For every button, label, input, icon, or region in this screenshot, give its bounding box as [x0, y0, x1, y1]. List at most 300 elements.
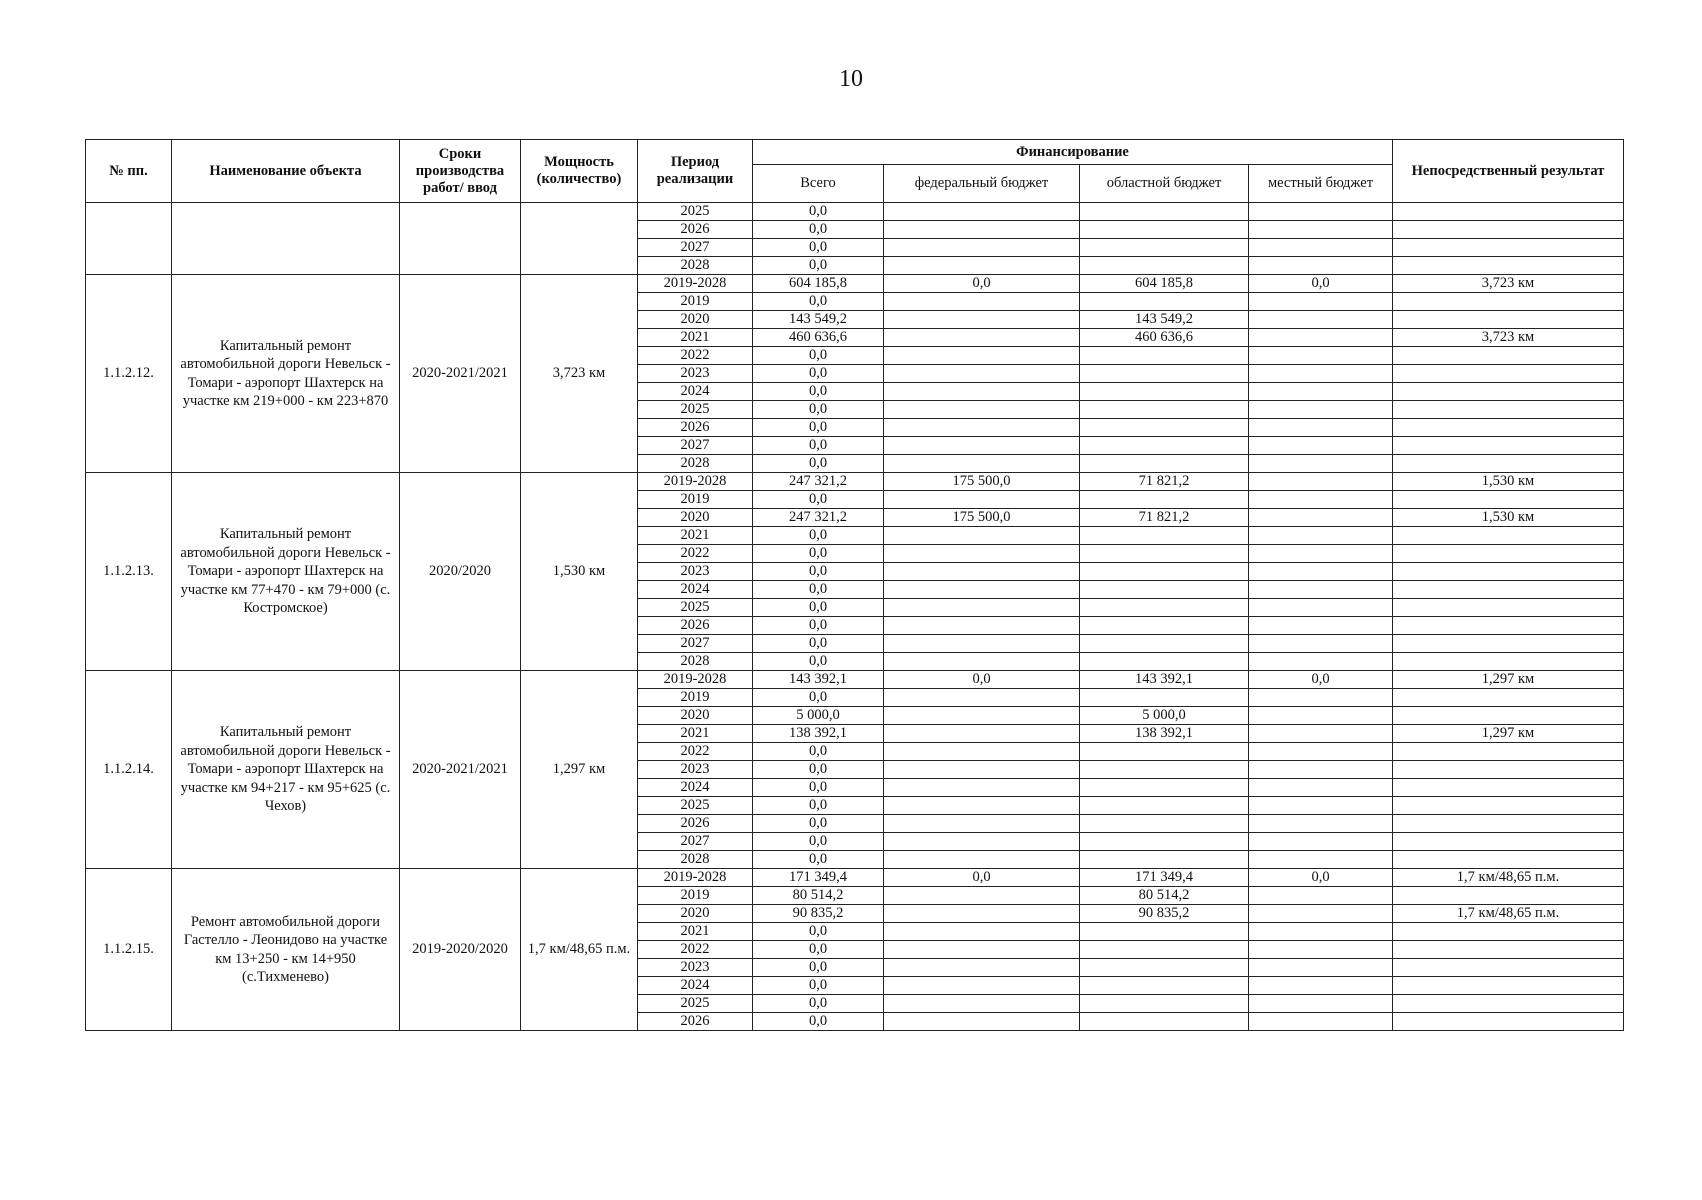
federal-budget-cell	[884, 779, 1080, 797]
period-cell: 2028	[638, 653, 753, 671]
regional-budget-cell	[1080, 599, 1249, 617]
federal-budget-cell	[884, 977, 1080, 995]
result-cell	[1393, 851, 1624, 869]
regional-budget-cell: 143 549,2	[1080, 311, 1249, 329]
result-cell: 3,723 км	[1393, 329, 1624, 347]
regional-budget-cell	[1080, 563, 1249, 581]
total-cell: 0,0	[753, 743, 884, 761]
result-cell: 1,530 км	[1393, 473, 1624, 491]
period-cell: 2019	[638, 491, 753, 509]
regional-budget-cell: 171 349,4	[1080, 869, 1249, 887]
local-budget-cell	[1249, 761, 1393, 779]
federal-budget-cell	[884, 365, 1080, 383]
regional-budget-cell: 80 514,2	[1080, 887, 1249, 905]
table-row	[86, 869, 1624, 887]
local-budget-cell	[1249, 797, 1393, 815]
federal-budget-cell	[884, 833, 1080, 851]
regional-budget-cell	[1080, 977, 1249, 995]
local-budget-cell	[1249, 491, 1393, 509]
federal-budget-cell	[884, 383, 1080, 401]
local-budget-cell	[1249, 365, 1393, 383]
total-cell: 0,0	[753, 599, 884, 617]
header-result: Непосредственный результат	[1393, 140, 1624, 203]
financing-table	[85, 139, 1624, 1031]
result-cell: 1,7 км/48,65 п.м.	[1393, 905, 1624, 923]
period-cell: 2027	[638, 437, 753, 455]
federal-budget-cell	[884, 959, 1080, 977]
local-budget-cell	[1249, 725, 1393, 743]
period-cell: 2019-2028	[638, 671, 753, 689]
federal-budget-cell	[884, 257, 1080, 275]
federal-budget-cell	[884, 941, 1080, 959]
regional-budget-cell	[1080, 761, 1249, 779]
period-cell: 2024	[638, 779, 753, 797]
regional-budget-cell	[1080, 347, 1249, 365]
result-cell	[1393, 527, 1624, 545]
local-budget-cell	[1249, 941, 1393, 959]
result-cell	[1393, 419, 1624, 437]
object-number: 1.1.2.15.	[86, 869, 172, 1031]
total-cell: 247 321,2	[753, 473, 884, 491]
regional-budget-cell	[1080, 365, 1249, 383]
total-cell: 0,0	[753, 779, 884, 797]
table-body	[86, 203, 1624, 1031]
period-cell: 2026	[638, 815, 753, 833]
total-cell: 604 185,8	[753, 275, 884, 293]
local-budget-cell	[1249, 779, 1393, 797]
result-cell	[1393, 401, 1624, 419]
local-budget-cell	[1249, 599, 1393, 617]
local-budget-cell	[1249, 995, 1393, 1013]
table-row	[86, 473, 1624, 491]
regional-budget-cell	[1080, 833, 1249, 851]
header-federal: федеральный бюджет	[884, 165, 1080, 203]
result-cell	[1393, 797, 1624, 815]
local-budget-cell	[1249, 959, 1393, 977]
regional-budget-cell	[1080, 1013, 1249, 1031]
federal-budget-cell	[884, 599, 1080, 617]
federal-budget-cell	[884, 923, 1080, 941]
total-cell: 0,0	[753, 455, 884, 473]
federal-budget-cell	[884, 563, 1080, 581]
header-local: местный бюджет	[1249, 165, 1393, 203]
period-cell: 2025	[638, 401, 753, 419]
federal-budget-cell	[884, 401, 1080, 419]
regional-budget-cell	[1080, 239, 1249, 257]
local-budget-cell	[1249, 383, 1393, 401]
result-cell	[1393, 581, 1624, 599]
regional-budget-cell: 71 821,2	[1080, 473, 1249, 491]
period-cell: 2023	[638, 761, 753, 779]
regional-budget-cell	[1080, 221, 1249, 239]
regional-budget-cell	[1080, 437, 1249, 455]
regional-budget-cell: 143 392,1	[1080, 671, 1249, 689]
regional-budget-cell	[1080, 779, 1249, 797]
regional-budget-cell	[1080, 581, 1249, 599]
total-cell: 0,0	[753, 401, 884, 419]
local-budget-cell	[1249, 923, 1393, 941]
federal-budget-cell	[884, 905, 1080, 923]
regional-budget-cell: 71 821,2	[1080, 509, 1249, 527]
local-budget-cell	[1249, 887, 1393, 905]
regional-budget-cell	[1080, 995, 1249, 1013]
period-cell: 2023	[638, 563, 753, 581]
federal-budget-cell	[884, 221, 1080, 239]
regional-budget-cell	[1080, 815, 1249, 833]
local-budget-cell	[1249, 509, 1393, 527]
federal-budget-cell	[884, 653, 1080, 671]
local-budget-cell	[1249, 689, 1393, 707]
regional-budget-cell	[1080, 797, 1249, 815]
local-budget-cell	[1249, 851, 1393, 869]
period-cell: 2021	[638, 329, 753, 347]
total-cell: 0,0	[753, 221, 884, 239]
federal-budget-cell	[884, 617, 1080, 635]
federal-budget-cell: 175 500,0	[884, 509, 1080, 527]
local-budget-cell	[1249, 563, 1393, 581]
period-cell: 2024	[638, 977, 753, 995]
result-cell	[1393, 995, 1624, 1013]
federal-budget-cell	[884, 689, 1080, 707]
local-budget-cell	[1249, 743, 1393, 761]
result-cell	[1393, 365, 1624, 383]
total-cell: 0,0	[753, 689, 884, 707]
period-cell: 2021	[638, 725, 753, 743]
total-cell: 0,0	[753, 203, 884, 221]
federal-budget-cell	[884, 887, 1080, 905]
regional-budget-cell	[1080, 959, 1249, 977]
federal-budget-cell	[884, 1013, 1080, 1031]
local-budget-cell	[1249, 653, 1393, 671]
local-budget-cell	[1249, 635, 1393, 653]
header-total: Всего	[753, 165, 884, 203]
result-cell	[1393, 761, 1624, 779]
object-capacity: 1,530 км	[521, 473, 638, 671]
local-budget-cell	[1249, 455, 1393, 473]
federal-budget-cell: 0,0	[884, 671, 1080, 689]
local-budget-cell	[1249, 581, 1393, 599]
period-cell: 2020	[638, 707, 753, 725]
local-budget-cell	[1249, 617, 1393, 635]
object-terms: 2020-2021/2021	[400, 275, 521, 473]
object-name: Капитальный ремонт автомобильной дороги Невельск - Томари - аэропорт Шахтерск на участке км 219+000 - км 223+870	[172, 275, 400, 473]
result-cell	[1393, 437, 1624, 455]
period-cell: 2027	[638, 635, 753, 653]
object-number: 1.1.2.14.	[86, 671, 172, 869]
total-cell: 90 835,2	[753, 905, 884, 923]
header-name: Наименование объекта	[172, 140, 400, 203]
object-number: 1.1.2.12.	[86, 275, 172, 473]
result-cell	[1393, 959, 1624, 977]
period-cell: 2028	[638, 455, 753, 473]
local-budget-cell	[1249, 221, 1393, 239]
object-terms	[400, 203, 521, 275]
federal-budget-cell	[884, 707, 1080, 725]
local-budget-cell	[1249, 257, 1393, 275]
regional-budget-cell	[1080, 689, 1249, 707]
period-cell: 2022	[638, 545, 753, 563]
local-budget-cell	[1249, 905, 1393, 923]
federal-budget-cell	[884, 329, 1080, 347]
regional-budget-cell	[1080, 527, 1249, 545]
local-budget-cell: 0,0	[1249, 671, 1393, 689]
federal-budget-cell	[884, 761, 1080, 779]
local-budget-cell	[1249, 401, 1393, 419]
object-name: Капитальный ремонт автомобильной дороги Невельск - Томари - аэропорт Шахтерск на участке км 77+470 - км 79+000 (с. Костромское)	[172, 473, 400, 671]
local-budget-cell	[1249, 329, 1393, 347]
result-cell: 1,7 км/48,65 п.м.	[1393, 869, 1624, 887]
result-cell	[1393, 383, 1624, 401]
regional-budget-cell	[1080, 293, 1249, 311]
object-name	[172, 203, 400, 275]
regional-budget-cell	[1080, 743, 1249, 761]
federal-budget-cell	[884, 491, 1080, 509]
period-cell: 2027	[638, 833, 753, 851]
local-budget-cell	[1249, 293, 1393, 311]
local-budget-cell	[1249, 311, 1393, 329]
federal-budget-cell: 0,0	[884, 275, 1080, 293]
regional-budget-cell: 138 392,1	[1080, 725, 1249, 743]
total-cell: 0,0	[753, 1013, 884, 1031]
period-cell: 2025	[638, 995, 753, 1013]
page-number: 10	[839, 66, 863, 92]
header-regional: областной бюджет	[1080, 165, 1249, 203]
total-cell: 0,0	[753, 833, 884, 851]
local-budget-cell	[1249, 473, 1393, 491]
period-cell: 2021	[638, 527, 753, 545]
header-period: Период реализации	[638, 140, 753, 203]
federal-budget-cell	[884, 995, 1080, 1013]
total-cell: 5 000,0	[753, 707, 884, 725]
object-number: 1.1.2.13.	[86, 473, 172, 671]
total-cell: 0,0	[753, 851, 884, 869]
total-cell: 0,0	[753, 635, 884, 653]
period-cell: 2023	[638, 959, 753, 977]
regional-budget-cell	[1080, 545, 1249, 563]
total-cell: 0,0	[753, 761, 884, 779]
period-cell: 2019-2028	[638, 275, 753, 293]
result-cell	[1393, 563, 1624, 581]
result-cell	[1393, 221, 1624, 239]
table-row	[86, 203, 1624, 221]
period-cell: 2025	[638, 203, 753, 221]
federal-budget-cell	[884, 743, 1080, 761]
object-terms: 2019-2020/2020	[400, 869, 521, 1031]
total-cell: 143 392,1	[753, 671, 884, 689]
regional-budget-cell	[1080, 617, 1249, 635]
federal-budget-cell	[884, 347, 1080, 365]
period-cell: 2019	[638, 689, 753, 707]
local-budget-cell	[1249, 707, 1393, 725]
period-cell: 2022	[638, 743, 753, 761]
total-cell: 0,0	[753, 491, 884, 509]
total-cell: 138 392,1	[753, 725, 884, 743]
period-cell: 2027	[638, 239, 753, 257]
table-row	[86, 275, 1624, 293]
period-cell: 2026	[638, 1013, 753, 1031]
regional-budget-cell	[1080, 455, 1249, 473]
period-cell: 2021	[638, 923, 753, 941]
total-cell: 0,0	[753, 581, 884, 599]
period-cell: 2028	[638, 851, 753, 869]
object-name: Ремонт автомобильной дороги Гастелло - Леонидово на участке км 13+250 - км 14+950 (с.Тихменево)	[172, 869, 400, 1031]
federal-budget-cell	[884, 419, 1080, 437]
table-row	[86, 671, 1624, 689]
federal-budget-cell	[884, 725, 1080, 743]
local-budget-cell	[1249, 419, 1393, 437]
result-cell	[1393, 689, 1624, 707]
federal-budget-cell	[884, 437, 1080, 455]
federal-budget-cell	[884, 797, 1080, 815]
result-cell	[1393, 707, 1624, 725]
period-cell: 2028	[638, 257, 753, 275]
local-budget-cell	[1249, 239, 1393, 257]
federal-budget-cell: 0,0	[884, 869, 1080, 887]
object-capacity: 1,7 км/48,65 п.м.	[521, 869, 638, 1031]
object-terms: 2020-2021/2021	[400, 671, 521, 869]
regional-budget-cell: 604 185,8	[1080, 275, 1249, 293]
total-cell: 247 321,2	[753, 509, 884, 527]
period-cell: 2019	[638, 887, 753, 905]
local-budget-cell	[1249, 545, 1393, 563]
federal-budget-cell	[884, 581, 1080, 599]
total-cell: 0,0	[753, 347, 884, 365]
federal-budget-cell	[884, 203, 1080, 221]
total-cell: 0,0	[753, 563, 884, 581]
object-capacity: 3,723 км	[521, 275, 638, 473]
period-cell: 2022	[638, 941, 753, 959]
total-cell: 0,0	[753, 257, 884, 275]
federal-budget-cell	[884, 311, 1080, 329]
result-cell	[1393, 491, 1624, 509]
header-capacity: Мощность (количество)	[521, 140, 638, 203]
result-cell	[1393, 653, 1624, 671]
result-cell	[1393, 617, 1624, 635]
regional-budget-cell	[1080, 491, 1249, 509]
result-cell	[1393, 311, 1624, 329]
local-budget-cell	[1249, 977, 1393, 995]
total-cell: 0,0	[753, 383, 884, 401]
local-budget-cell	[1249, 347, 1393, 365]
period-cell: 2019-2028	[638, 869, 753, 887]
result-cell	[1393, 239, 1624, 257]
local-budget-cell	[1249, 833, 1393, 851]
period-cell: 2020	[638, 509, 753, 527]
federal-budget-cell	[884, 815, 1080, 833]
total-cell: 0,0	[753, 959, 884, 977]
federal-budget-cell	[884, 635, 1080, 653]
period-cell: 2023	[638, 365, 753, 383]
result-cell	[1393, 833, 1624, 851]
result-cell	[1393, 977, 1624, 995]
regional-budget-cell	[1080, 383, 1249, 401]
regional-budget-cell: 460 636,6	[1080, 329, 1249, 347]
header-terms: Сроки производства работ/ ввод	[400, 140, 521, 203]
local-budget-cell	[1249, 437, 1393, 455]
header-num: № пп.	[86, 140, 172, 203]
result-cell	[1393, 815, 1624, 833]
period-cell: 2020	[638, 905, 753, 923]
total-cell: 0,0	[753, 941, 884, 959]
total-cell: 171 349,4	[753, 869, 884, 887]
object-number	[86, 203, 172, 275]
local-budget-cell	[1249, 203, 1393, 221]
total-cell: 0,0	[753, 653, 884, 671]
result-cell: 1,297 км	[1393, 725, 1624, 743]
total-cell: 0,0	[753, 239, 884, 257]
period-cell: 2024	[638, 581, 753, 599]
total-cell: 0,0	[753, 437, 884, 455]
regional-budget-cell	[1080, 419, 1249, 437]
result-cell	[1393, 203, 1624, 221]
regional-budget-cell: 5 000,0	[1080, 707, 1249, 725]
period-cell: 2024	[638, 383, 753, 401]
period-cell: 2026	[638, 419, 753, 437]
period-cell: 2025	[638, 797, 753, 815]
total-cell: 0,0	[753, 815, 884, 833]
total-cell: 143 549,2	[753, 311, 884, 329]
period-cell: 2019	[638, 293, 753, 311]
federal-budget-cell	[884, 455, 1080, 473]
result-cell: 1,530 км	[1393, 509, 1624, 527]
federal-budget-cell	[884, 851, 1080, 869]
result-cell	[1393, 941, 1624, 959]
total-cell: 0,0	[753, 977, 884, 995]
federal-budget-cell	[884, 527, 1080, 545]
total-cell: 0,0	[753, 365, 884, 383]
result-cell	[1393, 923, 1624, 941]
period-cell: 2020	[638, 311, 753, 329]
period-cell: 2019-2028	[638, 473, 753, 491]
result-cell	[1393, 455, 1624, 473]
result-cell	[1393, 1013, 1624, 1031]
result-cell	[1393, 599, 1624, 617]
total-cell: 0,0	[753, 545, 884, 563]
regional-budget-cell	[1080, 851, 1249, 869]
total-cell: 0,0	[753, 617, 884, 635]
regional-budget-cell	[1080, 941, 1249, 959]
period-cell: 2026	[638, 221, 753, 239]
header-financing: Финансирование	[753, 140, 1393, 165]
result-cell: 3,723 км	[1393, 275, 1624, 293]
regional-budget-cell	[1080, 257, 1249, 275]
result-cell	[1393, 779, 1624, 797]
regional-budget-cell	[1080, 203, 1249, 221]
regional-budget-cell	[1080, 401, 1249, 419]
local-budget-cell	[1249, 527, 1393, 545]
federal-budget-cell	[884, 239, 1080, 257]
local-budget-cell	[1249, 815, 1393, 833]
period-cell: 2025	[638, 599, 753, 617]
regional-budget-cell	[1080, 923, 1249, 941]
federal-budget-cell	[884, 293, 1080, 311]
period-cell: 2026	[638, 617, 753, 635]
result-cell	[1393, 545, 1624, 563]
result-cell	[1393, 293, 1624, 311]
total-cell: 0,0	[753, 293, 884, 311]
total-cell: 0,0	[753, 995, 884, 1013]
regional-budget-cell	[1080, 653, 1249, 671]
local-budget-cell	[1249, 1013, 1393, 1031]
regional-budget-cell	[1080, 635, 1249, 653]
result-cell	[1393, 743, 1624, 761]
local-budget-cell: 0,0	[1249, 275, 1393, 293]
total-cell: 0,0	[753, 527, 884, 545]
result-cell: 1,297 км	[1393, 671, 1624, 689]
federal-budget-cell	[884, 545, 1080, 563]
result-cell	[1393, 347, 1624, 365]
period-cell: 2022	[638, 347, 753, 365]
